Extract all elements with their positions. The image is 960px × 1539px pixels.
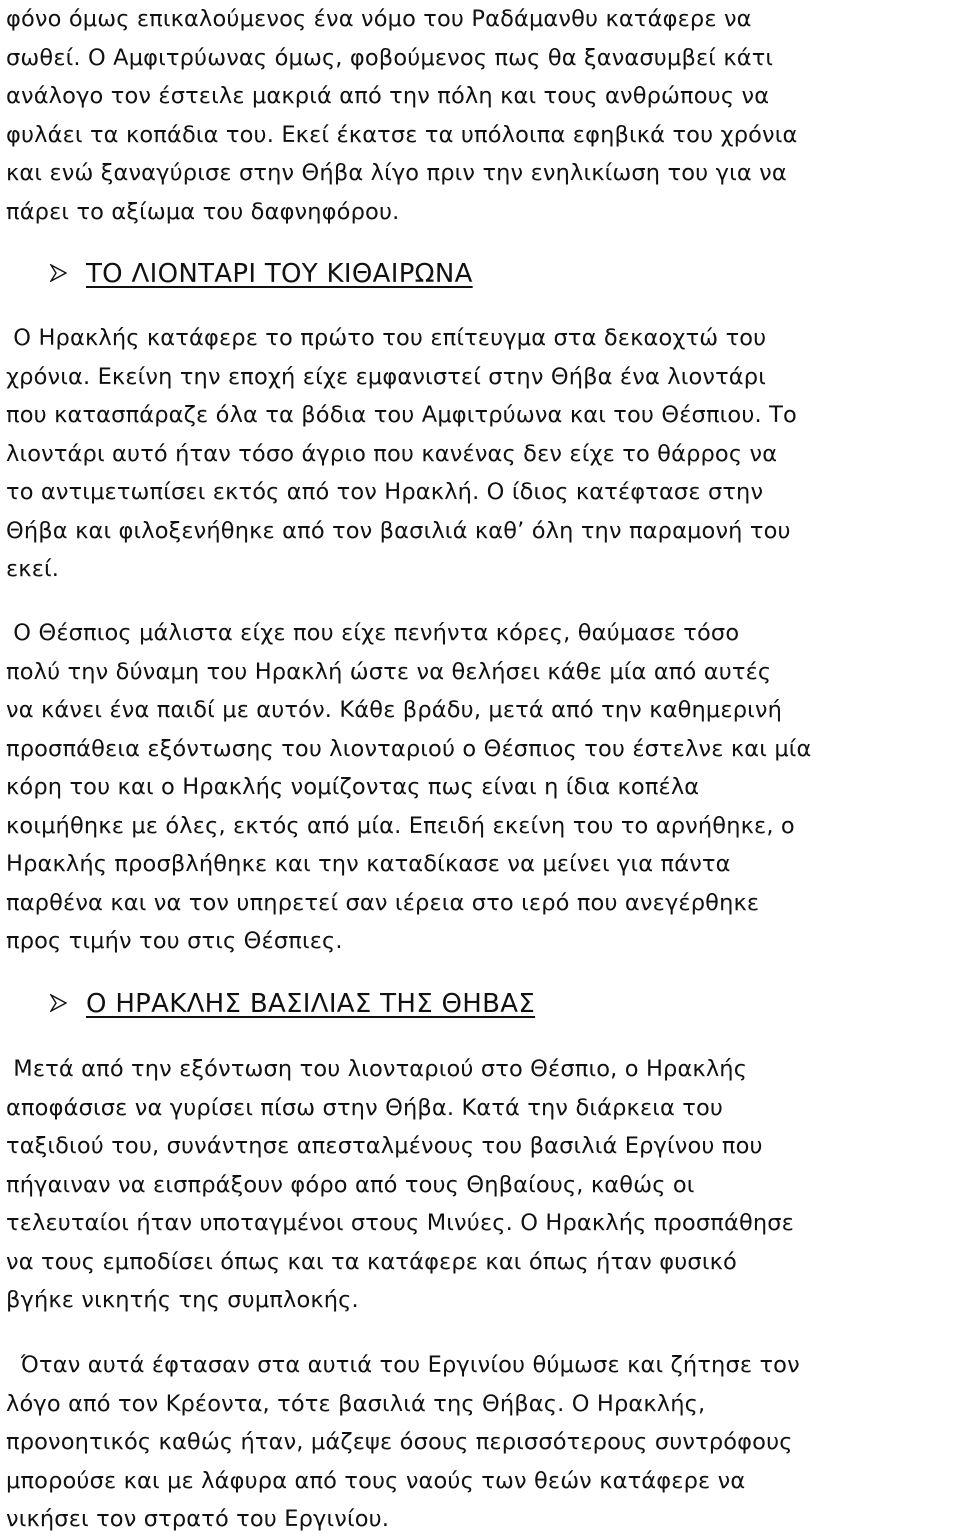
body-paragraph: Μετά από την εξόντωση του λιονταριού στο Θέσπιο, ο Ηρακλής αποφάσισε να γυρίσει πίσω στην Θήβα. Κατά την διάρκεια του ταξιδιού του, συνάντησε απεσταλμένους του βασιλιά Εργίνου που πήγαιναν να εισπράξουν φόρο από τους Θηβαίους, καθώς οι τελευταίοι ήταν υποταγμένοι στους Μινύες. Ο Ηρακλής προσπάθησε να τους εμποδίσει όπως και τα κατάφερε και όπως ήταν φυσικό βγήκε νικητής της συμπλοκής. xyxy=(6,1056,794,1313)
section-heading-king xyxy=(50,985,535,1023)
arrowhead-bullet-icon xyxy=(50,255,86,293)
section-title: ΤΟ ΛΙΟΝΤΑΡΙ ΤΟΥ ΚΙΘΑΙΡΩΝΑ xyxy=(86,259,473,289)
section-heading-lion xyxy=(50,255,473,293)
body-paragraph: Ο Ηρακλής κατάφερε το πρώτο του επίτευγμα στα δεκαοχτώ του χρόνια. Εκείνη την εποχή είχε εμφανιστεί στην Θήβα ένα λιοντάρι που κατασπάραζε όλα τα βόδια του Αμφιτρύωνα και του Θέσπιου. Το λιοντάρι αυτό ήταν τόσο άγριο που κανένας δεν είχε το θάρρος να το αντιμετωπίσει εκτός από τον Ηρακλή. Ο ίδιος κατέφτασε στην Θήβα και φιλοξενήθηκε από τον βασιλιά καθ’ όλη την παραμονή του εκεί. xyxy=(6,325,797,582)
body-paragraph: Ο Θέσπιος μάλιστα είχε που είχε πενήντα κόρες, θαύμασε τόσο πολύ την δύναμη του Ηρακλή ώστε να θελήσει κάθε μία από αυτές να κάνει ένα παιδί με αυτόν. Κάθε βράδυ, μετά από την καθημερινή προσπάθεια εξόντωσης του λιονταριού ο Θέσπιος του έστελνε και μία κόρη του και ο Ηρακλής νομίζοντας πως είναι η ίδια κοπέλα κοιμήθηκε με όλες, εκτός από μία. Επειδή εκείνη του το αρνήθηκε, ο Ηρακλής προσβλήθηκε και την καταδίκασε να μείνει για πάντα παρθένα και να τον υπηρετεί σαν ιέρεια στο ιερό που ανεγέρθηκε προς τιμήν του στις Θέσπιες. xyxy=(6,620,812,954)
body-paragraph: Όταν αυτά έφτασαν στα αυτιά του Εργινίου θύμωσε και ζήτησε τον λόγο από τον Κρέοντα, τότε βασιλιά της Θήβας. Ο Ηρακλής, προνοητικός καθώς ήταν, μάζεψε όσους περισσότερους συντρόφους μπορούσε και με λάφυρα από τους ναούς των θεών κατάφερε να νικήσει τον στρατό του Εργινίου. xyxy=(6,1352,800,1532)
arrowhead-bullet-icon xyxy=(50,985,86,1023)
section-title: Ο ΗΡΑΚΛΗΣ ΒΑΣΙΛΙΑΣ ΤΗΣ ΘΗΒΑΣ xyxy=(86,989,536,1019)
intro-paragraph: φόνο όμως επικαλούμενος ένα νόμο του Ραδάμανθυ κατάφερε να σωθεί. Ο Αμφιτρύωνας όμως, φοβούμενος πως θα ξανασυμβεί κάτι ανάλογο τον έστειλε μακριά από την πόλη και τους ανθρώπους να φυλάει τα κοπάδια του. Εκεί έκατσε τα υπόλοιπα εφηβικά του χρόνια και ενώ ξαναγύρισε στην Θήβα λίγο πριν την ενηλικίωση του για να πάρει το αξίωμα του δαφνηφόρου. xyxy=(6,6,798,225)
